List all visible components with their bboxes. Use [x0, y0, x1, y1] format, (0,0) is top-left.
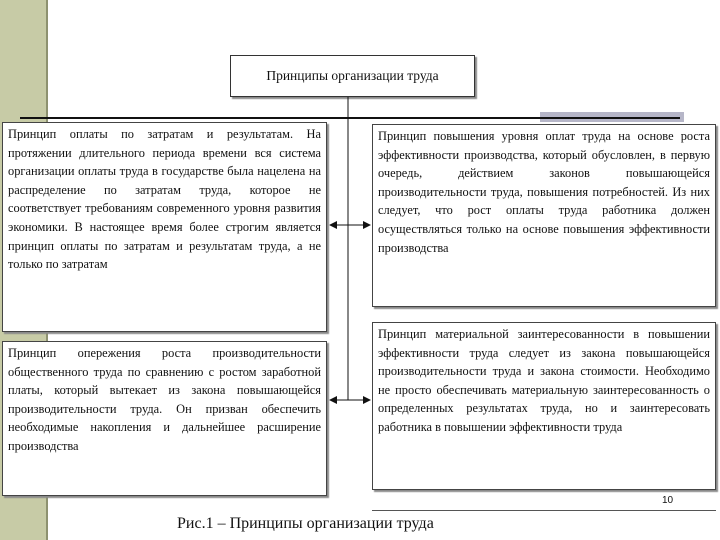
page-number: 10	[662, 495, 674, 506]
principle-box-top-right	[372, 124, 716, 307]
figure-caption: Рис.1 – Принципы организации труда	[177, 515, 434, 532]
page-number-rule	[372, 510, 716, 511]
principle-box-bottom-right	[372, 322, 716, 490]
principle-text: Принцип материальной заинтересованности в повышении эффективности труда следует из закона повышающейся производительности труда и закона стоимости. Необходимо не просто обеспечивать материальную заинтересованность о определенных результатах труда, но и заинтересовать работника в повышении эффективности труда	[378, 327, 710, 434]
principle-text: Принцип повышения уровня оплат труда на основе роста эффективности производства, который обусловлен, в первую очередь, действием законов повышающейся производительности труда, повышения потребностей. Из них следует, что рост оплаты труда работника должен осуществляться только на основе повышения эффективности производства	[378, 129, 710, 255]
principle-text: Принцип оплаты по затратам и результатам. На протяжении длительного периода времени вся система организации оплаты труда в государстве была нацелена на распределение по затратам труда, которое не соответствует требованиям современного уровня развития экономики. В настоящее время более строгим является принцип оплаты по затратам и результатам труда, а не только по затратам	[8, 127, 321, 272]
title-box	[230, 55, 475, 97]
horizontal-divider	[20, 117, 680, 119]
principle-box-top-left	[2, 122, 327, 332]
diagram-title: Принципы организации труда	[266, 68, 439, 83]
principle-box-bottom-left	[2, 341, 327, 496]
principle-text: Принцип опережения роста производительности общественного труда по сравнению с ростом заработной платы, который вытекает из закона повышающейся производительности труда. Он призван обеспечить необходимые накопления и дальнейшее расширение производства	[8, 346, 321, 453]
